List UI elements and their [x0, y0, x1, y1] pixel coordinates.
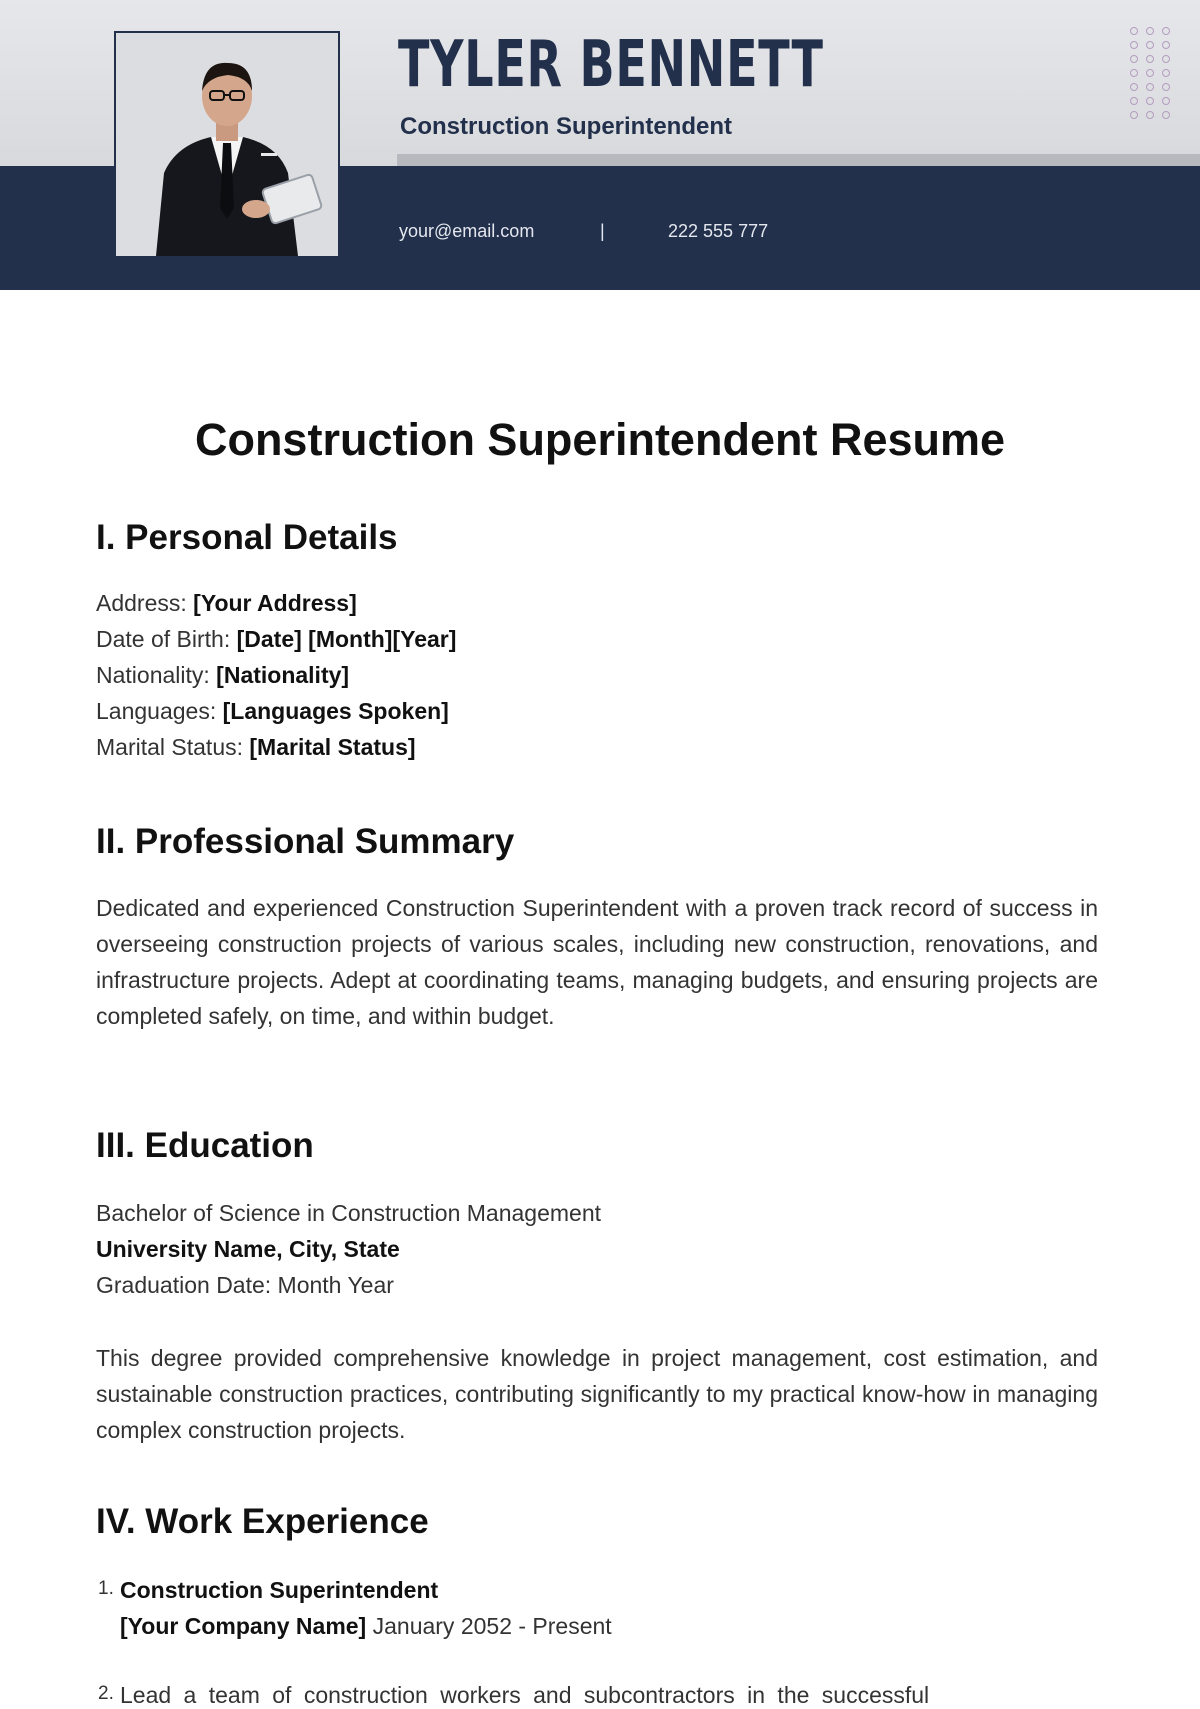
- education-degree: Bachelor of Science in Construction Management: [96, 1200, 602, 1226]
- candidate-name: TYLER BENNETT: [398, 28, 824, 102]
- detail-date-of-birth: Date of Birth: [Date] [Month][Year]: [96, 626, 457, 652]
- email-text: your@email.com: [399, 221, 535, 241]
- list-number: 1.: [98, 1578, 114, 1599]
- section-heading-summary: II. Professional Summary: [96, 822, 515, 861]
- education-paragraph: This degree provided comprehensive knowledge in project management, cost estimation, and sustainable construction practices, contributing significantly to my practical know-how in managing complex construction projects.: [96, 1345, 1098, 1443]
- education-graduation: Graduation Date: Month Year: [96, 1272, 394, 1298]
- job-duty-line: Lead a team of construction workers and subcontractors in the successful: [120, 1682, 930, 1708]
- detail-marital-status: Marital Status: [Marital Status]: [96, 734, 416, 760]
- job-title: Construction Superintendent: [120, 1577, 439, 1603]
- phone-text: 222 555 777: [668, 221, 769, 241]
- education-school: University Name, City, State: [96, 1236, 400, 1262]
- header-accent-line: [397, 154, 1200, 166]
- section-heading-personal: I. Personal Details: [96, 518, 398, 557]
- profile-photo: [114, 31, 340, 258]
- section-heading-education: III. Education: [96, 1126, 314, 1165]
- job-company-dates: [Your Company Name] January 2052 - Present: [120, 1613, 612, 1639]
- resume-title: Construction Superintendent Resume: [194, 414, 1006, 465]
- detail-languages: Languages: [Languages Spoken]: [96, 698, 449, 724]
- candidate-role: Construction Superintendent: [400, 113, 732, 140]
- list-number: 2.: [98, 1683, 114, 1704]
- person-portrait-icon: [116, 33, 338, 256]
- section-heading-work: IV. Work Experience: [96, 1502, 429, 1541]
- summary-paragraph: Dedicated and experienced Construction Superintendent with a proven track record of success in overseeing construction projects of various scales, including new construction, renovations, and infrastructure projects. Adept at coordinating teams, managing budgets, and ensuring projects are completed safely, on time, and within budget.: [96, 895, 1098, 1029]
- decorative-dot-grid: [1130, 27, 1174, 131]
- detail-address: Address: [Your Address]: [96, 590, 357, 616]
- detail-nationality: Nationality: [Nationality]: [96, 662, 350, 688]
- contact-separator: |: [600, 221, 605, 241]
